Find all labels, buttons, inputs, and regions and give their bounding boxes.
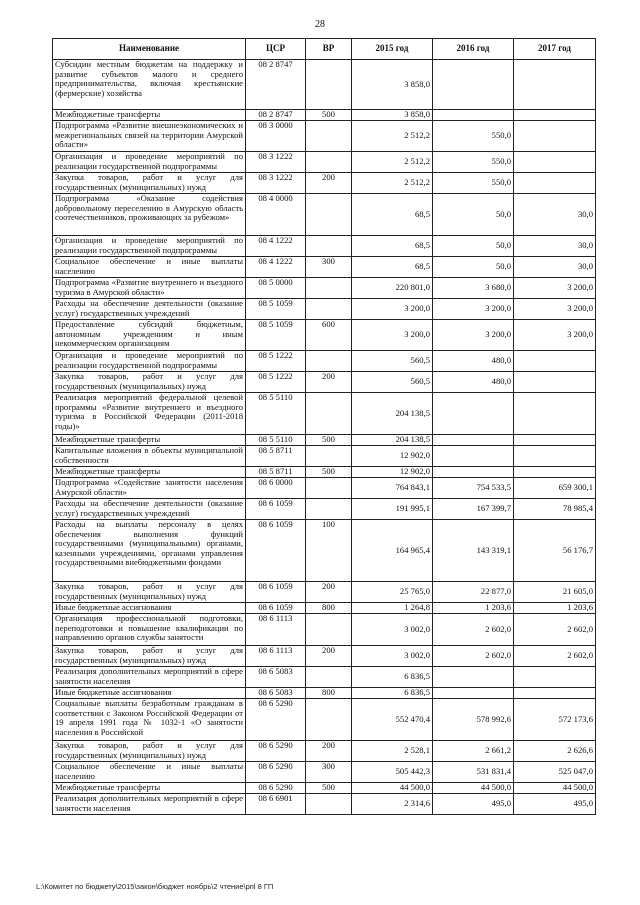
- row-2017: [514, 60, 596, 110]
- row-name: Подпрограмма «Содействие занятости населения Амурской области»: [53, 478, 246, 499]
- row-vr: [306, 478, 352, 499]
- row-vr: 200: [306, 646, 352, 667]
- row-name: Расходы на обеспечение деятельности (оказание услуг) государственных учреждений: [53, 499, 246, 520]
- row-2017: 2 602,0: [514, 614, 596, 646]
- row-2017: [514, 393, 596, 435]
- row-csr: 08 3 0000: [246, 121, 306, 152]
- page-number: 28: [315, 19, 325, 30]
- row-2015: 2 528,1: [352, 741, 433, 762]
- row-name: Капитальные вложения в объекты муниципальной собственности: [53, 446, 246, 467]
- row-name: Межбюджетные трансферты: [53, 110, 246, 121]
- row-name: Подпрограмма «Оказание содействия добровольному переселению в Амурскую область соотечественников, проживающих за рубежом»: [53, 194, 246, 236]
- row-2015: 12 902,0: [352, 467, 433, 478]
- table-row: [53, 794, 596, 815]
- row-2017: [514, 435, 596, 446]
- row-2016: 44 500,0: [433, 783, 514, 794]
- row-csr: 08 5 8711: [246, 467, 306, 478]
- row-vr: 500: [306, 110, 352, 121]
- row-csr: 08 5 5110: [246, 393, 306, 435]
- row-csr: 08 6 5290: [246, 699, 306, 741]
- row-2015: 3 002,0: [352, 646, 433, 667]
- row-name: Подпрограмма «Развитие внешнеэкономических и межрегиональных связей на территории Амурской области»: [53, 121, 246, 152]
- table-row: [53, 173, 596, 194]
- row-csr: 08 6 0000: [246, 478, 306, 499]
- row-2016: 143 319,1: [433, 520, 514, 582]
- row-name: Закупка товаров, работ и услуг для государственных (муниципальных) нужд: [53, 646, 246, 667]
- row-csr: 08 4 1222: [246, 257, 306, 278]
- row-2015: 560,5: [352, 372, 433, 393]
- row-vr: [306, 393, 352, 435]
- row-2017: [514, 152, 596, 173]
- row-2017: 30,0: [514, 236, 596, 257]
- row-2017: [514, 667, 596, 688]
- row-2015: 1 264,8: [352, 603, 433, 614]
- file-path-footer: L:\Комитет по бюджету\2015\закон\бюджет ноябрь\2 чтение\рпl 8 ГП: [36, 882, 274, 891]
- row-name: Расходы на выплаты персоналу в целях обеспечения выполнения функций государственными (муниципальными) органами, казенными учреждениями, органами управления государственными внебюджетными фондами: [53, 520, 246, 582]
- row-2016: [433, 110, 514, 121]
- row-name: Закупка товаров, работ и услуг для государственных (муниципальных) нужд: [53, 582, 246, 603]
- table-row: [53, 257, 596, 278]
- row-csr: 08 2 8747: [246, 110, 306, 121]
- row-name: Закупка товаров, работ и услуг для государственных (муниципальных) нужд: [53, 173, 246, 194]
- row-2017: [514, 372, 596, 393]
- row-name: Межбюджетные трансферты: [53, 435, 246, 446]
- row-vr: [306, 614, 352, 646]
- row-vr: 600: [306, 320, 352, 351]
- row-name: Закупка товаров, работ и услуг для государственных (муниципальных) нужд: [53, 372, 246, 393]
- table-row: [53, 667, 596, 688]
- row-2017: 44 500,0: [514, 783, 596, 794]
- row-2017: 525 047,0: [514, 762, 596, 783]
- table-row: [53, 299, 596, 320]
- row-2015: 505 442,3: [352, 762, 433, 783]
- row-2017: 2 626,6: [514, 741, 596, 762]
- row-2015: 6 836,5: [352, 688, 433, 699]
- row-2015: 68,5: [352, 236, 433, 257]
- table-row: [53, 688, 596, 699]
- row-csr: 08 3 1222: [246, 152, 306, 173]
- row-2017: [514, 688, 596, 699]
- row-vr: [306, 152, 352, 173]
- row-2015: 3 200,0: [352, 299, 433, 320]
- row-2016: 480,0: [433, 351, 514, 372]
- row-2016: 531 831,4: [433, 762, 514, 783]
- row-2015: 3 200,0: [352, 320, 433, 351]
- row-vr: 800: [306, 688, 352, 699]
- row-name: Субсидии местным бюджетам на поддержку и развитие субъектов малого и среднего предпринимательства, включая крестьянские (фермерские) хозяйства: [53, 60, 246, 110]
- row-2017: 659 300,1: [514, 478, 596, 499]
- row-2017: 78 985,4: [514, 499, 596, 520]
- row-2016: 480,0: [433, 372, 514, 393]
- row-2015: 220 801,0: [352, 278, 433, 299]
- header-csr: ЦСР: [246, 39, 306, 60]
- row-vr: 800: [306, 603, 352, 614]
- row-name: Реализация мероприятий федеральной целевой программы «Развитие внутреннего и въездного туризма в Российской Федерации (2011-2018 годы)»: [53, 393, 246, 435]
- table-row: [53, 646, 596, 667]
- row-2016: 3 200,0: [433, 320, 514, 351]
- row-2016: [433, 467, 514, 478]
- table-row: [53, 194, 596, 236]
- row-2017: [514, 110, 596, 121]
- row-2017: 2 602,0: [514, 646, 596, 667]
- row-2015: 2 314,6: [352, 794, 433, 815]
- row-2017: [514, 446, 596, 467]
- row-csr: 08 6 1113: [246, 646, 306, 667]
- row-csr: 08 6 1113: [246, 614, 306, 646]
- row-2016: [433, 60, 514, 110]
- row-vr: 200: [306, 372, 352, 393]
- table-row: [53, 372, 596, 393]
- table-row: [53, 278, 596, 299]
- table-row: [53, 467, 596, 478]
- row-vr: [306, 60, 352, 110]
- row-name: Социальное обеспечение и иные выплаты населению: [53, 762, 246, 783]
- row-csr: 08 6 5083: [246, 688, 306, 699]
- row-csr: 08 4 1222: [246, 236, 306, 257]
- row-csr: 08 3 1222: [246, 173, 306, 194]
- row-vr: 300: [306, 257, 352, 278]
- row-2016: 2 602,0: [433, 614, 514, 646]
- row-2015: 764 843,1: [352, 478, 433, 499]
- table-row: [53, 446, 596, 467]
- row-name: Закупка товаров, работ и услуг для государственных (муниципальных) нужд: [53, 741, 246, 762]
- row-vr: 500: [306, 467, 352, 478]
- row-2015: 2 512,2: [352, 152, 433, 173]
- row-2015: 68,5: [352, 257, 433, 278]
- row-vr: [306, 236, 352, 257]
- row-name: Реализация дополнительных мероприятий в сфере занятости населения: [53, 794, 246, 815]
- row-vr: 500: [306, 783, 352, 794]
- table-row: [53, 152, 596, 173]
- row-2015: 560,5: [352, 351, 433, 372]
- row-2017: 3 200,0: [514, 320, 596, 351]
- row-2015: 68,5: [352, 194, 433, 236]
- row-2016: [433, 435, 514, 446]
- row-2017: 56 176,7: [514, 520, 596, 582]
- header-2017: 2017 год: [514, 39, 596, 60]
- row-csr: 08 6 5290: [246, 741, 306, 762]
- row-2015: 2 512,2: [352, 173, 433, 194]
- table-row: [53, 236, 596, 257]
- row-2017: [514, 467, 596, 478]
- row-2015: 3 858,0: [352, 110, 433, 121]
- row-name: Организация и проведение мероприятий по реализации государственной подпрограммы: [53, 351, 246, 372]
- row-2016: 578 992,6: [433, 699, 514, 741]
- row-vr: [306, 299, 352, 320]
- table-row: [53, 762, 596, 783]
- table-row: [53, 121, 596, 152]
- row-csr: 08 6 1059: [246, 499, 306, 520]
- row-csr: 08 5 8711: [246, 446, 306, 467]
- row-2016: 50,0: [433, 194, 514, 236]
- row-2016: [433, 667, 514, 688]
- row-name: Организация и проведение мероприятий по реализации государственной подпрограммы: [53, 152, 246, 173]
- row-csr: 08 6 5290: [246, 783, 306, 794]
- row-name: Межбюджетные трансферты: [53, 783, 246, 794]
- row-2016: 550,0: [433, 121, 514, 152]
- row-2015: 12 902,0: [352, 446, 433, 467]
- row-2015: 164 965,4: [352, 520, 433, 582]
- row-2017: 495,0: [514, 794, 596, 815]
- row-vr: [306, 121, 352, 152]
- row-name: Социальное обеспечение и иные выплаты населению: [53, 257, 246, 278]
- row-2015: 3 002,0: [352, 614, 433, 646]
- row-name: Организация и проведение мероприятий по реализации государственной подпрограммы: [53, 236, 246, 257]
- table-row: [53, 699, 596, 741]
- row-csr: 08 6 5083: [246, 667, 306, 688]
- row-2017: 3 200,0: [514, 278, 596, 299]
- table-row: [53, 582, 596, 603]
- row-2017: [514, 173, 596, 194]
- header-2016: 2016 год: [433, 39, 514, 60]
- row-2016: [433, 446, 514, 467]
- row-vr: 100: [306, 520, 352, 582]
- row-csr: 08 5 5110: [246, 435, 306, 446]
- row-name: Межбюджетные трансферты: [53, 467, 246, 478]
- row-2016: 754 533,5: [433, 478, 514, 499]
- row-csr: 08 6 1059: [246, 582, 306, 603]
- row-2016: 3 680,0: [433, 278, 514, 299]
- row-2015: 552 470,4: [352, 699, 433, 741]
- row-2016: [433, 688, 514, 699]
- row-2015: 191 995,1: [352, 499, 433, 520]
- row-vr: [306, 278, 352, 299]
- row-name: Социальные выплаты безработным гражданам в соответствии с Законом Российской Федерации от 19 апреля 1991 года № 1032-1 «О занятости населения в Российской: [53, 699, 246, 741]
- table-row: [53, 435, 596, 446]
- row-vr: [306, 351, 352, 372]
- row-vr: 200: [306, 741, 352, 762]
- row-2017: [514, 121, 596, 152]
- row-csr: 08 5 1222: [246, 372, 306, 393]
- row-csr: 08 5 1059: [246, 299, 306, 320]
- row-vr: [306, 194, 352, 236]
- table-row: [53, 320, 596, 351]
- row-2017: 1 203,6: [514, 603, 596, 614]
- row-csr: 08 5 1059: [246, 320, 306, 351]
- row-csr: 08 6 1059: [246, 603, 306, 614]
- row-2016: 495,0: [433, 794, 514, 815]
- row-name: Иные бюджетные ассигнования: [53, 688, 246, 699]
- row-name: Организация профессиональной подготовки, переподготовки и повышение квалификации по направлению органов службы занятости: [53, 614, 246, 646]
- row-name: Предоставление субсидий бюджетным, автономным учреждениям и иным некоммерческим организациям: [53, 320, 246, 351]
- row-name: Реализация дополнительных мероприятий в сфере занятости населения: [53, 667, 246, 688]
- table-row: [53, 110, 596, 121]
- row-csr: 08 4 0000: [246, 194, 306, 236]
- row-2017: 30,0: [514, 194, 596, 236]
- row-2016: 1 203,6: [433, 603, 514, 614]
- table-row: [53, 393, 596, 435]
- row-csr: 08 5 0000: [246, 278, 306, 299]
- table-row: [53, 499, 596, 520]
- row-2016: 2 602,0: [433, 646, 514, 667]
- row-csr: 08 6 6901: [246, 794, 306, 815]
- row-2016: 3 200,0: [433, 299, 514, 320]
- row-2017: 30,0: [514, 257, 596, 278]
- row-vr: [306, 699, 352, 741]
- row-2016: 50,0: [433, 236, 514, 257]
- row-2015: 204 138,5: [352, 435, 433, 446]
- row-vr: [306, 794, 352, 815]
- row-2016: 50,0: [433, 257, 514, 278]
- row-2016: 167 399,7: [433, 499, 514, 520]
- row-2016: [433, 393, 514, 435]
- table-row: [53, 783, 596, 794]
- table-row: [53, 60, 596, 110]
- row-csr: 08 2 8747: [246, 60, 306, 110]
- row-2015: 2 512,2: [352, 121, 433, 152]
- row-2017: 21 605,0: [514, 582, 596, 603]
- row-2015: 3 858,0: [352, 60, 433, 110]
- row-2015: 25 765,0: [352, 582, 433, 603]
- row-2017: 3 200,0: [514, 299, 596, 320]
- row-csr: 08 5 1222: [246, 351, 306, 372]
- row-2016: 22 877,0: [433, 582, 514, 603]
- row-name: Подпрограмма «Развитие внутреннего и въездного туризма в Амурской области»: [53, 278, 246, 299]
- row-2016: 550,0: [433, 152, 514, 173]
- row-vr: 500: [306, 435, 352, 446]
- header-vr: ВР: [306, 39, 352, 60]
- table-row: [53, 741, 596, 762]
- table-header-row: [53, 39, 596, 60]
- row-vr: 300: [306, 762, 352, 783]
- row-csr: 08 6 5290: [246, 762, 306, 783]
- row-2015: 6 836,5: [352, 667, 433, 688]
- row-vr: [306, 667, 352, 688]
- row-2015: 44 500,0: [352, 783, 433, 794]
- header-2015: 2015 год: [352, 39, 433, 60]
- row-vr: [306, 446, 352, 467]
- row-name: Иные бюджетные ассигнования: [53, 603, 246, 614]
- header-name: Наименование: [53, 39, 246, 60]
- table-row: [53, 351, 596, 372]
- row-vr: 200: [306, 173, 352, 194]
- row-name: Расходы на обеспечение деятельности (оказание услуг) государственных учреждений: [53, 299, 246, 320]
- table-row: [53, 603, 596, 614]
- table-row: [53, 478, 596, 499]
- row-vr: [306, 499, 352, 520]
- table-row: [53, 520, 596, 582]
- budget-table: [52, 38, 596, 815]
- row-2016: 2 661,2: [433, 741, 514, 762]
- table-row: [53, 614, 596, 646]
- row-csr: 08 6 1059: [246, 520, 306, 582]
- row-2016: 550,0: [433, 173, 514, 194]
- row-2015: 204 138,5: [352, 393, 433, 435]
- row-2017: [514, 351, 596, 372]
- row-vr: 200: [306, 582, 352, 603]
- row-2017: 572 173,6: [514, 699, 596, 741]
